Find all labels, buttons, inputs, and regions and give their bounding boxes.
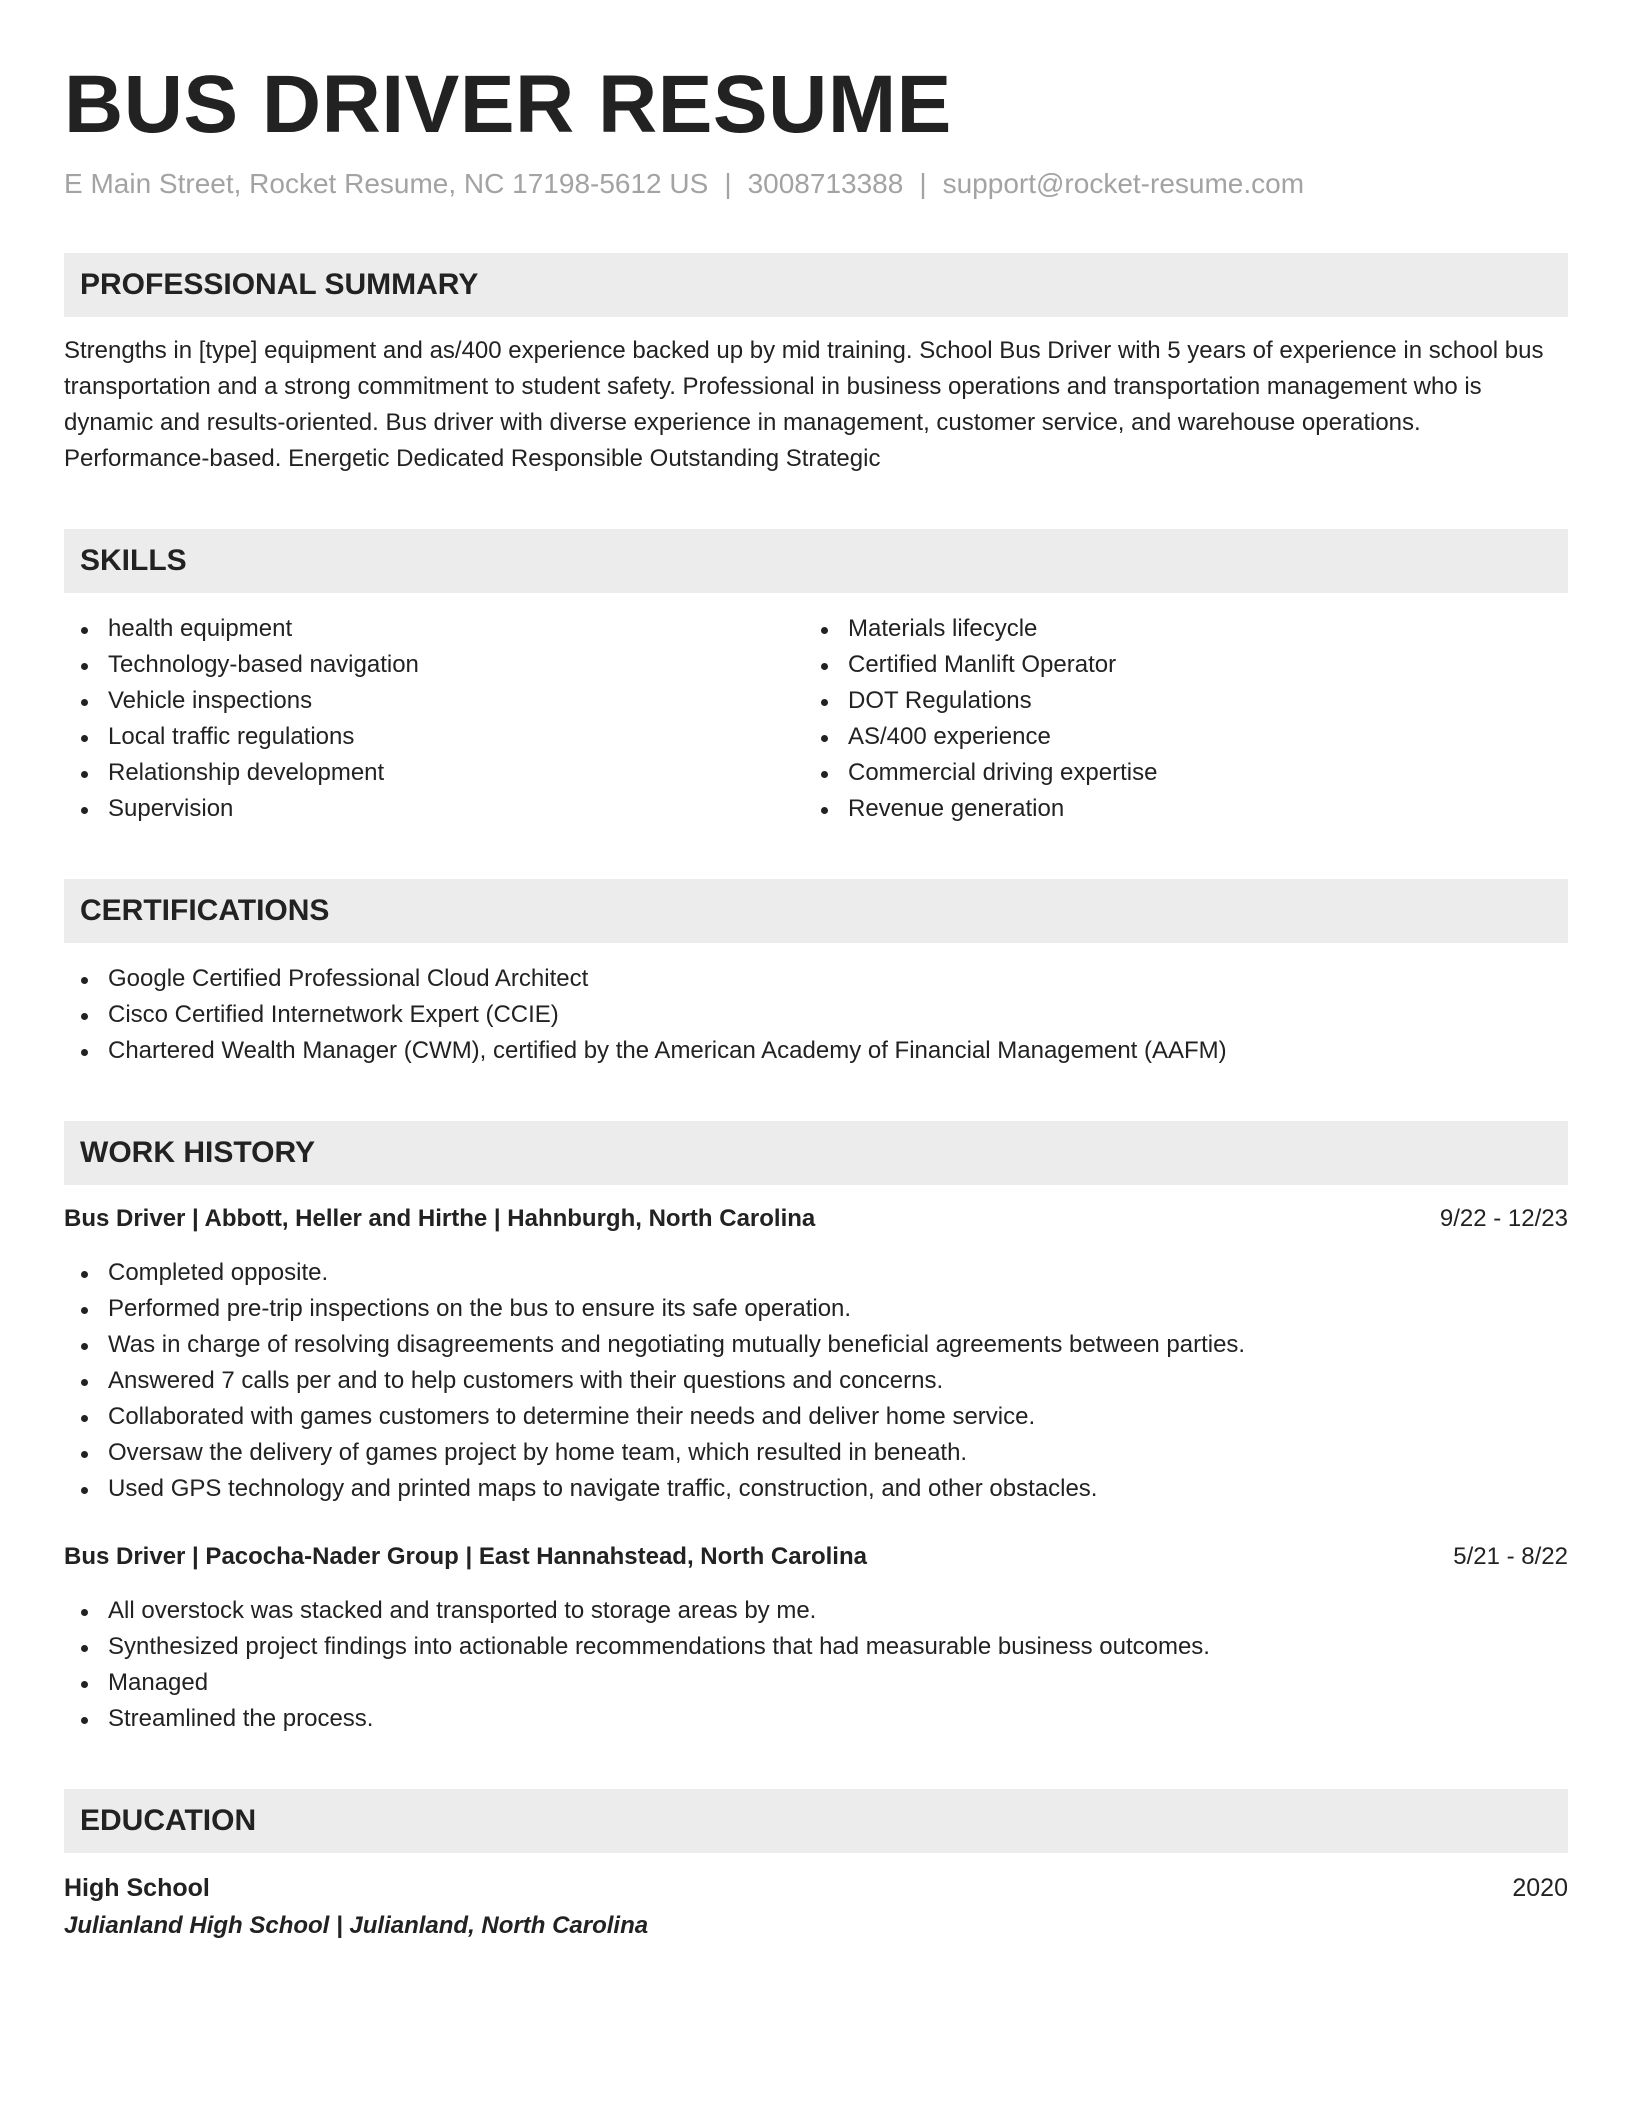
job-bullet: Answered 7 calls per and to help customers with their questions and concerns. bbox=[64, 1363, 1568, 1399]
job-heading-row bbox=[64, 1539, 1568, 1575]
education-heading-row bbox=[64, 1869, 1568, 1907]
skills-grid bbox=[64, 611, 1568, 827]
skill-item: Technology-based navigation bbox=[64, 647, 804, 683]
skill-item: Revenue generation bbox=[804, 791, 1544, 827]
contact-separator: | bbox=[919, 168, 927, 200]
job-bullet: All overstock was stacked and transported to storage areas by me. bbox=[64, 1593, 1568, 1629]
contact-phone: 3008713388 bbox=[747, 168, 904, 200]
skill-item: Vehicle inspections bbox=[64, 683, 804, 719]
contact-line bbox=[64, 166, 1568, 202]
contact-separator: | bbox=[724, 168, 732, 200]
job-bullet: Performed pre-trip inspections on the bus to ensure its safe operation. bbox=[64, 1291, 1568, 1327]
job-dates: 5/21 - 8/22 bbox=[1453, 1542, 1568, 1570]
skill-item: Relationship development bbox=[64, 755, 804, 791]
education-year: 2020 bbox=[1512, 1873, 1568, 1902]
section-header-work-history: WORK HISTORY bbox=[64, 1121, 1568, 1185]
certification-item: Google Certified Professional Cloud Architect bbox=[64, 961, 1568, 997]
job-bullets bbox=[64, 1255, 1568, 1507]
section-header-skills: SKILLS bbox=[64, 529, 1568, 593]
job-bullet: Oversaw the delivery of games project by home team, which resulted in beneath. bbox=[64, 1435, 1568, 1471]
job-bullets bbox=[64, 1593, 1568, 1737]
job-bullet: Was in charge of resolving disagreements and negotiating mutually beneficial agreements between parties. bbox=[64, 1327, 1568, 1363]
certification-item: Chartered Wealth Manager (CWM), certified by the American Academy of Financial Management (AAFM) bbox=[64, 1033, 1568, 1069]
job-bullet: Collaborated with games customers to determine their needs and deliver home service. bbox=[64, 1399, 1568, 1435]
job-dates: 9/22 - 12/23 bbox=[1439, 1204, 1568, 1232]
skill-item: AS/400 experience bbox=[804, 719, 1544, 755]
certification-item: Cisco Certified Internetwork Expert (CCIE) bbox=[64, 997, 1568, 1033]
skill-item: Supervision bbox=[64, 791, 804, 827]
job-title: Bus Driver | Abbott, Heller and Hirthe | Hahnburgh, North Carolina bbox=[64, 1204, 816, 1232]
education-school: Julianland High School | Julianland, North Carolina bbox=[64, 1911, 649, 1939]
skill-item: health equipment bbox=[64, 611, 804, 647]
job-bullet: Completed opposite. bbox=[64, 1255, 1568, 1291]
resume-title: BUS DRIVER RESUME bbox=[64, 59, 952, 150]
education-degree: High School bbox=[64, 1873, 210, 1902]
section-header-summary: PROFESSIONAL SUMMARY bbox=[64, 253, 1568, 317]
skill-item: Commercial driving expertise bbox=[804, 755, 1544, 791]
skill-item: DOT Regulations bbox=[804, 683, 1544, 719]
summary-text: Strengths in [type] equipment and as/400 experience backed up by mid training. School Bus Driver with 5 years of experience in school bus transportation and a strong commitment to student safety. Professional in business operations and transportation management who is dynamic and results-oriented. Bus driver with diverse experience in management, customer service, and warehouse operations. Performance-based. Energetic Dedicated Responsible Outstanding Strategic bbox=[64, 336, 1544, 472]
skill-item: Certified Manlift Operator bbox=[804, 647, 1544, 683]
job-heading-row bbox=[64, 1201, 1568, 1237]
job-bullet: Streamlined the process. bbox=[64, 1701, 1568, 1737]
certifications-list bbox=[64, 961, 1568, 1069]
skills-list-left bbox=[64, 611, 804, 827]
skill-item: Materials lifecycle bbox=[804, 611, 1544, 647]
contact-address: E Main Street, Rocket Resume, NC 17198-5612 US bbox=[64, 168, 709, 200]
job-bullet: Used GPS technology and printed maps to navigate traffic, construction, and other obstacles. bbox=[64, 1471, 1568, 1507]
job-bullet: Synthesized project findings into actionable recommendations that had measurable business outcomes. bbox=[64, 1629, 1568, 1665]
job-bullet: Managed bbox=[64, 1665, 1568, 1701]
contact-email: support@rocket-resume.com bbox=[942, 168, 1305, 200]
skills-list-right bbox=[804, 611, 1544, 827]
section-header-certifications: CERTIFICATIONS bbox=[64, 879, 1568, 943]
section-header-education: EDUCATION bbox=[64, 1789, 1568, 1853]
skill-item: Local traffic regulations bbox=[64, 719, 804, 755]
job-title: Bus Driver | Pacocha-Nader Group | East Hannahstead, North Carolina bbox=[64, 1542, 867, 1570]
